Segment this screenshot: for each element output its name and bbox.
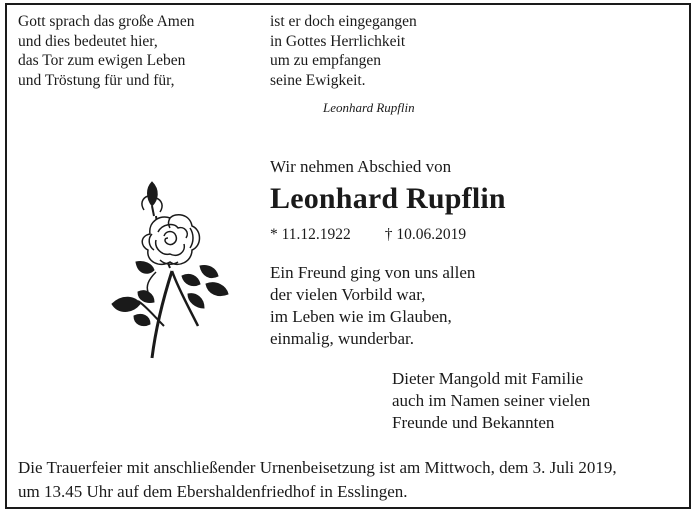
poem-right-column [270,12,417,90]
poem-line: das Tor zum ewigen Leben [18,52,186,69]
poem-line: Gott sprach das große Amen [18,13,195,30]
rose-icon [108,176,238,362]
signer-line: Freunde und Bekannten [392,413,555,432]
mourners-signature [392,368,590,434]
poem-line: seine Ewigkeit. [270,71,366,89]
memorial-verse [270,262,475,350]
death-date: † 10.06.2019 [384,226,467,243]
birth-date: * 11.12.1922 [270,226,351,243]
service-line: Die Trauerfeier mit anschließender Urnenbeisetzung ist am Mittwoch, dem 3. Juli 2019, [18,458,617,477]
verse-line: im Leben wie im Glauben, [270,307,452,326]
poem-line: ist er doch eingegangen [270,13,417,30]
signer-line: auch im Namen seiner vielen [392,391,591,410]
deceased-name: Leonhard Rupflin [270,182,506,215]
verse-line: Ein Freund ging von uns allen [270,263,476,282]
poem-line: um zu empfangen [270,52,382,69]
poem-line: in Gottes Herrlichkeit [270,32,406,50]
poem-left-column [18,12,195,90]
poem-author: Leonhard Rupflin [323,100,415,115]
farewell-intro: Wir nehmen Abschied von [270,157,452,176]
life-dates [270,226,466,244]
poem-line: und dies bedeutet hier, [18,32,158,50]
verse-line: einmalig, wunderbar. [270,329,414,348]
funeral-service-info [18,456,617,504]
service-line: um 13.45 Uhr auf dem Ebershaldenfriedhof in Esslingen. [18,482,408,501]
signer-line: Dieter Mangold mit Familie [392,369,584,388]
verse-line: der vielen Vorbild war, [270,285,426,304]
poem-line: und Tröstung für und für, [18,71,175,89]
